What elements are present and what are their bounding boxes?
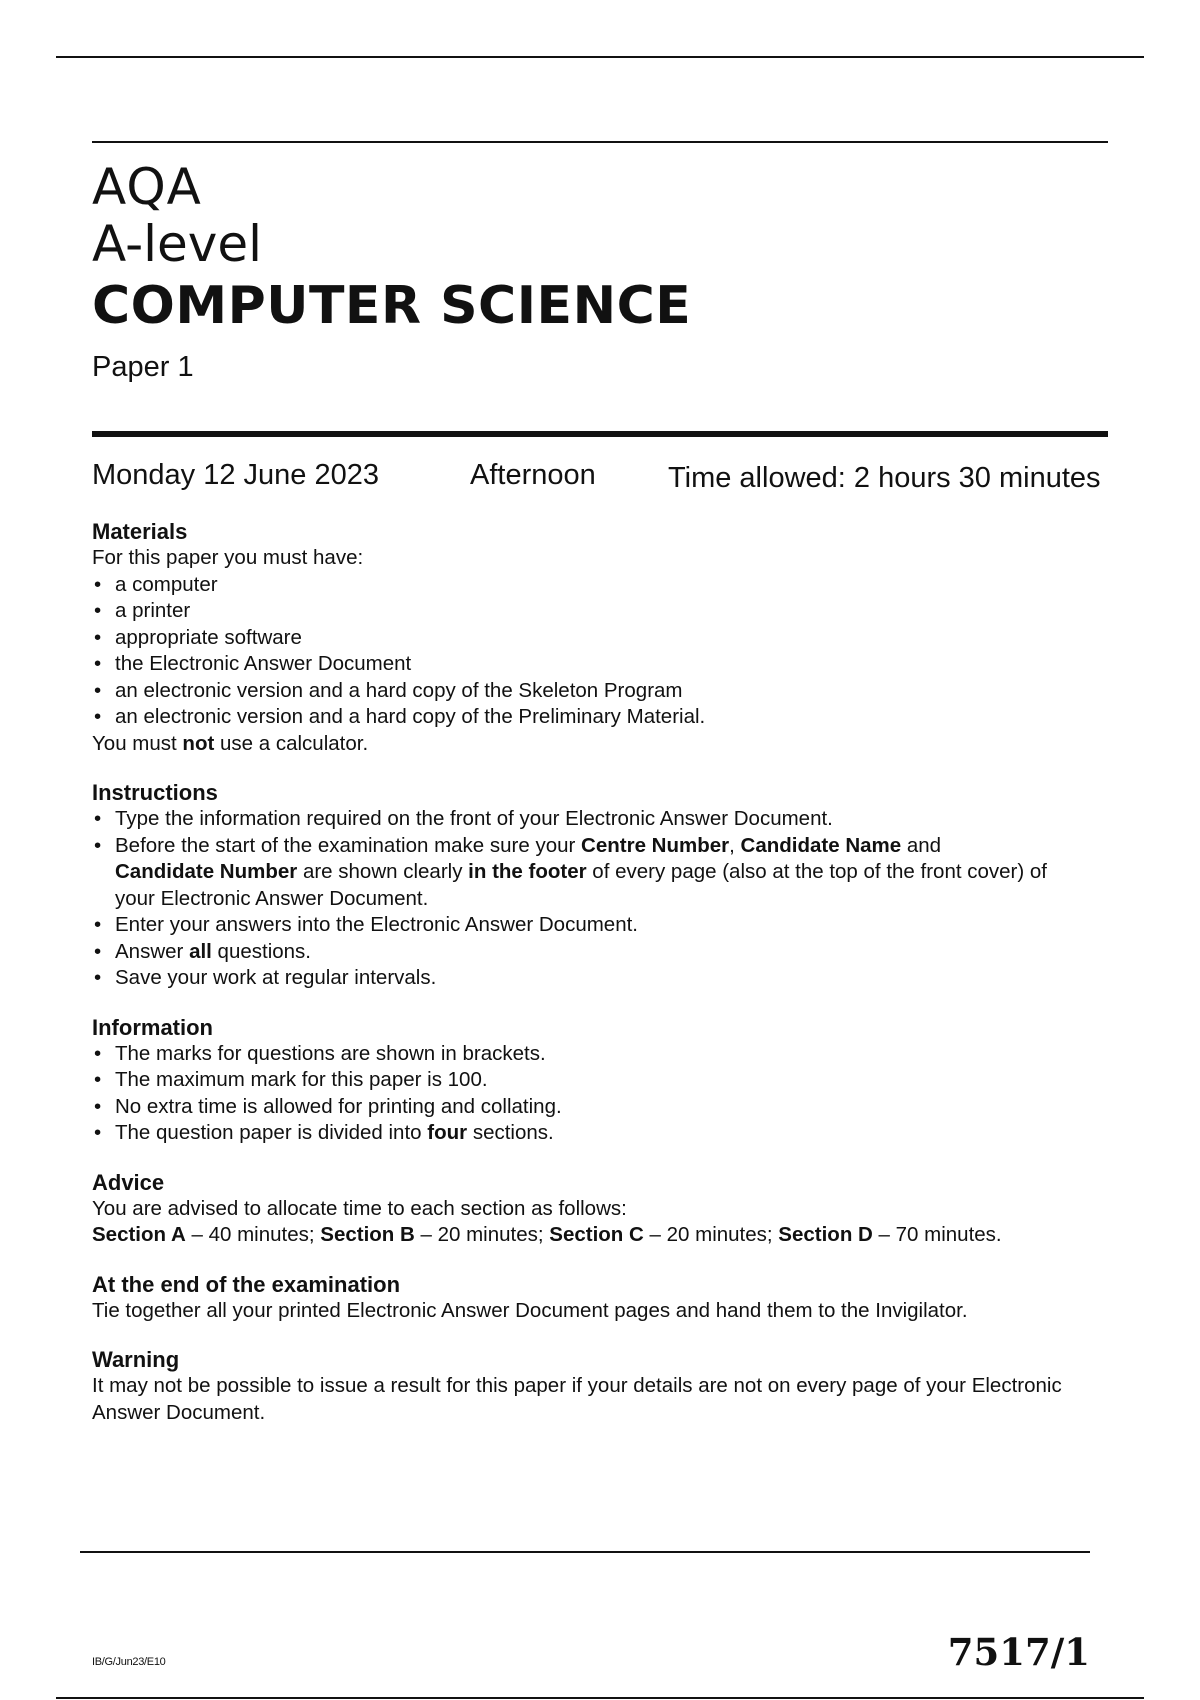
end-of-exam-section	[92, 1271, 1092, 1325]
list-item: • appropriate software	[92, 625, 1092, 652]
top-divider	[56, 56, 1144, 58]
materials-list	[92, 572, 1092, 731]
title-divider	[92, 141, 1108, 143]
list-item: • No extra time is allowed for printing and collating.	[92, 1094, 1092, 1121]
list-item: • Answer all questions.	[92, 939, 1092, 966]
cover-content	[92, 518, 1092, 1448]
instructions-heading: Instructions	[92, 780, 218, 805]
list-item: • a computer	[92, 572, 1092, 599]
paper-number: Paper 1	[92, 351, 194, 383]
list-item: • the Electronic Answer Document	[92, 651, 1092, 678]
materials-intro: For this paper you must have:	[92, 546, 364, 569]
exam-date: Monday 12 June 2023	[92, 459, 379, 491]
instructions-section	[92, 779, 1092, 992]
information-list	[92, 1041, 1092, 1147]
list-item: • Enter your answers into the Electronic Answer Document.	[92, 912, 1092, 939]
warning-section	[92, 1346, 1092, 1426]
list-item: • a printer	[92, 598, 1092, 625]
warning-heading: Warning	[92, 1347, 180, 1372]
list-item: • The question paper is divided into four sections.	[92, 1120, 1092, 1147]
paper-code: 7517/1	[947, 1630, 1090, 1674]
time-allowed: Time allowed: 2 hours 30 minutes	[668, 462, 1101, 494]
information-section	[92, 1014, 1092, 1147]
subject-title: COMPUTER SCIENCE	[92, 276, 692, 336]
materials-section	[92, 518, 1092, 757]
materials-heading: Materials	[92, 519, 188, 544]
advice-intro: You are advised to allocate time to each section as follows:	[92, 1196, 627, 1220]
list-item: • Before the start of the examination make sure your Centre Number, Candidate Name and Candidate Number are shown clearly in the footer of every page (also at the top of the front cover) of your Electronic Answer Document.	[92, 833, 1092, 913]
exam-board: AQA	[92, 158, 202, 216]
list-item: • The marks for questions are shown in brackets.	[92, 1041, 1092, 1068]
document-reference: IB/G/Jun23/E10	[92, 1656, 166, 1668]
calculator-note: You must not use a calculator.	[92, 731, 369, 755]
advice-section	[92, 1169, 1092, 1249]
list-item: • Type the information required on the front of your Electronic Answer Document.	[92, 806, 1092, 833]
instructions-list	[92, 806, 1092, 992]
warning-text: It may not be possible to issue a result for this paper if your details are not on every page of your Electronic Answer Document.	[92, 1374, 1062, 1424]
end-of-exam-text: Tie together all your printed Electronic Answer Document pages and hand them to the Invigilator.	[92, 1298, 968, 1322]
section-time-allocation: Section A – 40 minutes; Section B – 20 minutes; Section C – 20 minutes; Section D – 70 minutes.	[92, 1223, 1002, 1246]
qualification-level: A-level	[92, 215, 263, 273]
list-item: • an electronic version and a hard copy of the Preliminary Material.	[92, 704, 1092, 731]
bottom-divider	[56, 1697, 1144, 1699]
exam-title	[92, 158, 692, 336]
end-of-exam-heading: At the end of the examination	[92, 1271, 401, 1297]
heading-thick-divider	[92, 431, 1108, 437]
footer-divider	[80, 1551, 1090, 1553]
exam-session: Afternoon	[470, 459, 596, 491]
list-item: • The maximum mark for this paper is 100.	[92, 1067, 1092, 1094]
advice-heading: Advice	[92, 1169, 165, 1195]
list-item: • an electronic version and a hard copy of the Skeleton Program	[92, 678, 1092, 705]
list-item: • Save your work at regular intervals.	[92, 965, 1092, 992]
information-heading: Information	[92, 1014, 213, 1040]
